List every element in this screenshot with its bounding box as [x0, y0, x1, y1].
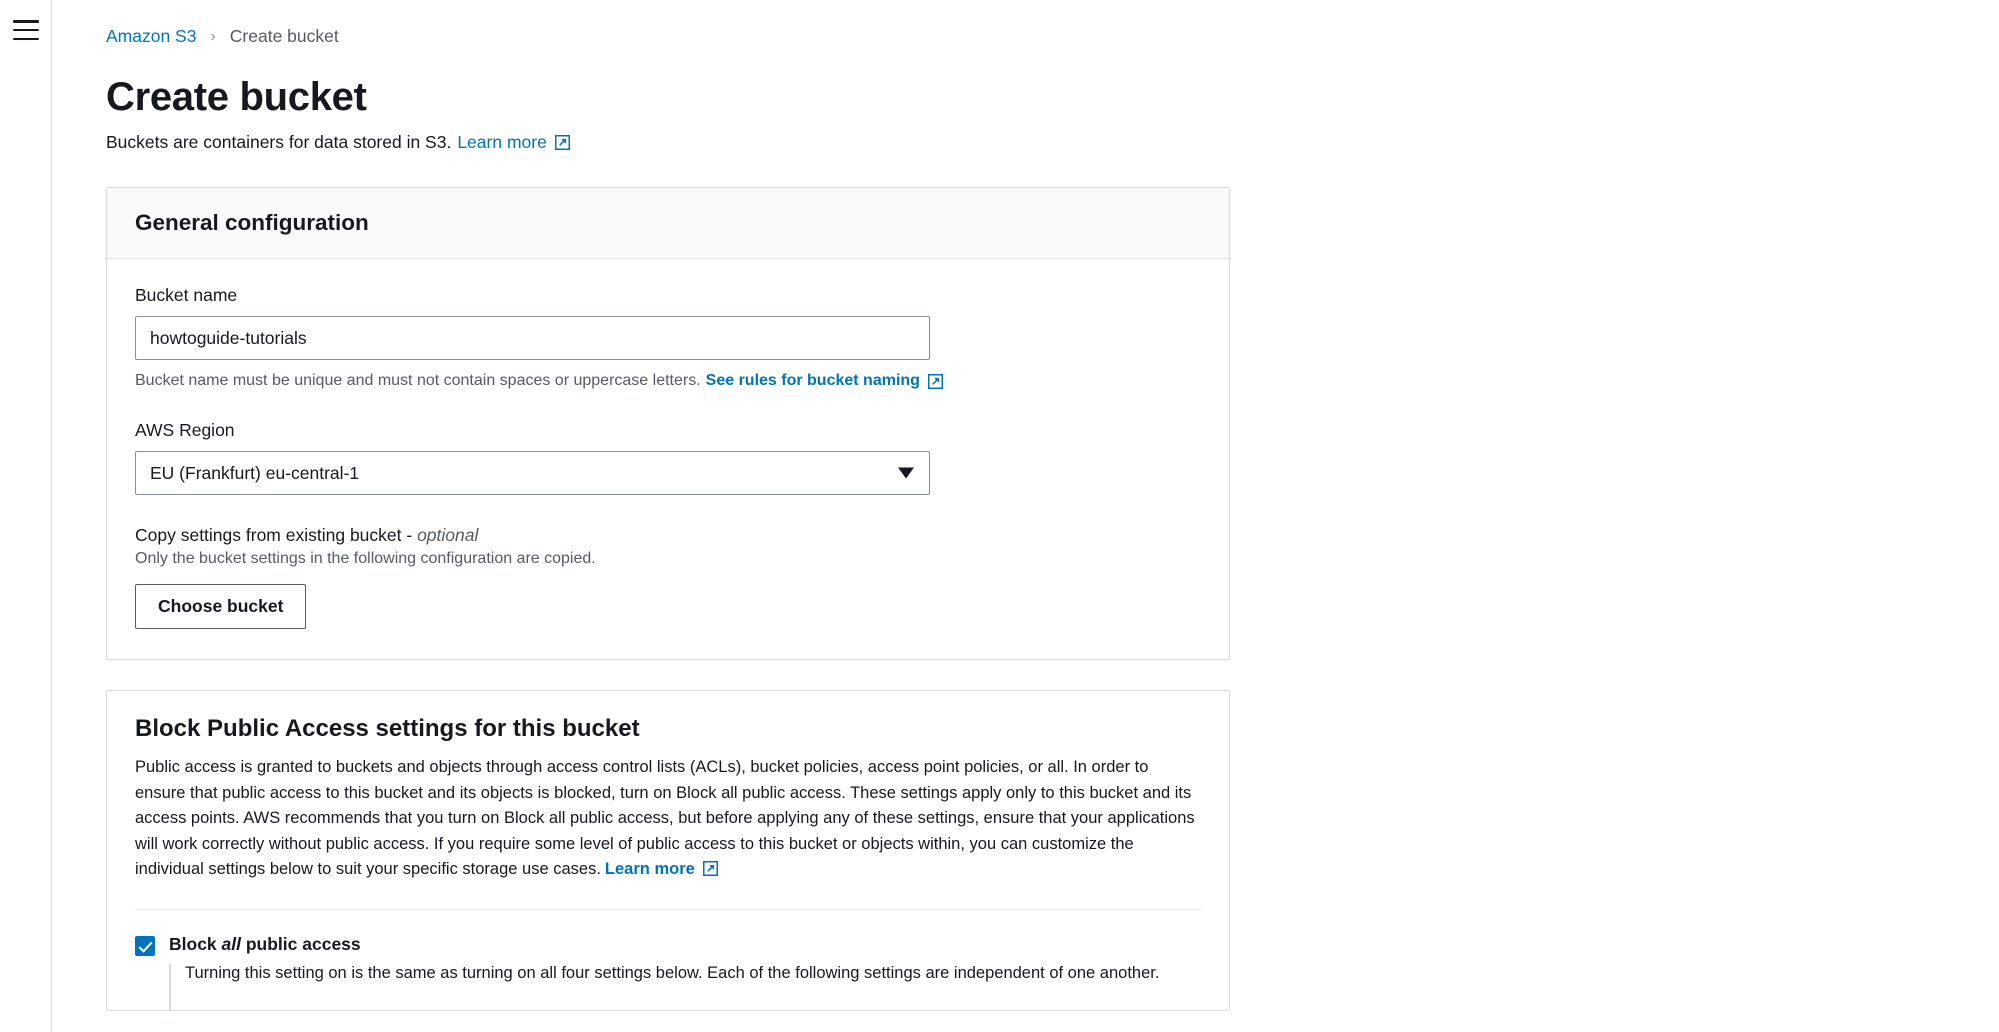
block-public-access-learn-more-link[interactable]: Learn more	[604, 860, 695, 879]
block-all-public-access-label	[169, 934, 361, 955]
general-configuration-card	[106, 187, 1230, 660]
general-configuration-title: General configuration	[135, 210, 369, 235]
general-configuration-header	[107, 188, 1229, 259]
left-rail	[0, 0, 52, 1032]
page-subtitle-text: Buckets are containers for data stored in S3.	[106, 132, 452, 152]
copy-settings-field	[135, 525, 1201, 629]
block-public-access-body	[107, 691, 1229, 910]
bucket-name-label: Bucket name	[135, 285, 238, 305]
block-public-access-card	[106, 690, 1230, 1011]
breadcrumb	[106, 26, 1999, 47]
bucket-name-field	[135, 285, 1201, 390]
bucket-name-help	[135, 372, 1201, 390]
block-all-label-post: public access	[241, 933, 361, 954]
block-public-access-description	[135, 755, 1197, 883]
learn-more-link[interactable]: Learn more	[457, 132, 547, 152]
general-configuration-body	[107, 259, 1229, 659]
copy-settings-label-text: Copy settings from existing bucket -	[135, 525, 418, 545]
choose-bucket-button[interactable]: Choose bucket	[135, 584, 306, 629]
copy-settings-sub: Only the bucket settings in the following configuration are copied.	[135, 550, 596, 567]
bucket-naming-rules-link[interactable]: See rules for bucket naming	[705, 372, 920, 389]
copy-settings-optional: optional	[417, 525, 479, 545]
bucket-name-input[interactable]	[135, 316, 930, 360]
chevron-down-icon	[898, 468, 914, 479]
main-content	[52, 0, 1999, 1032]
block-public-access-title: Block Public Access settings for this bucket	[135, 715, 640, 742]
aws-region-field	[135, 420, 1201, 495]
block-all-public-access-checkbox[interactable]	[135, 936, 155, 956]
external-link-icon	[703, 861, 718, 876]
hamburger-line	[13, 38, 39, 41]
copy-settings-label	[135, 525, 1201, 546]
breadcrumb-item-amazon-s3[interactable]: Amazon S3	[106, 26, 197, 46]
breadcrumb-item-create-bucket: Create bucket	[229, 26, 339, 46]
hamburger-line	[13, 29, 39, 32]
external-link-icon	[928, 374, 943, 389]
aws-region-select-value[interactable]: EU (Frankfurt) eu-central-1	[135, 451, 930, 495]
bucket-name-help-text: Bucket name must be unique and must not contain spaces or uppercase letters.	[135, 372, 701, 389]
page-title: Create bucket	[106, 75, 367, 119]
block-all-label-em: all	[221, 933, 241, 954]
aws-region-label: AWS Region	[135, 420, 235, 440]
breadcrumb-separator-icon: ›	[210, 27, 216, 45]
block-all-public-access-row	[107, 910, 1229, 956]
page-subtitle	[106, 132, 1999, 153]
block-public-access-description-text: Public access is granted to buckets and objects through access control lists (ACLs), bucket policies, access point policies, or all. In order to ensure that public access to this bucket and its objects is blocked, turn on Block all public access. These settings apply only to this bucket and its access points. AWS recommends that you turn on Block all public access, but before applying any of these settings, ensure that your applications will work correctly without public access. If you require some level of public access to this bucket or objects within, you can customize the individual settings below to suit your specific storage use cases.	[135, 758, 1195, 879]
aws-region-select[interactable]	[135, 451, 930, 495]
block-all-label-pre: Block	[169, 933, 222, 954]
hamburger-icon[interactable]	[13, 20, 39, 40]
block-all-public-access-note: Turning this setting on is the same as turning on all four settings below. Each of the following settings are independent of one another.	[169, 964, 1229, 1010]
hamburger-line	[13, 20, 39, 23]
external-link-icon	[555, 135, 570, 150]
